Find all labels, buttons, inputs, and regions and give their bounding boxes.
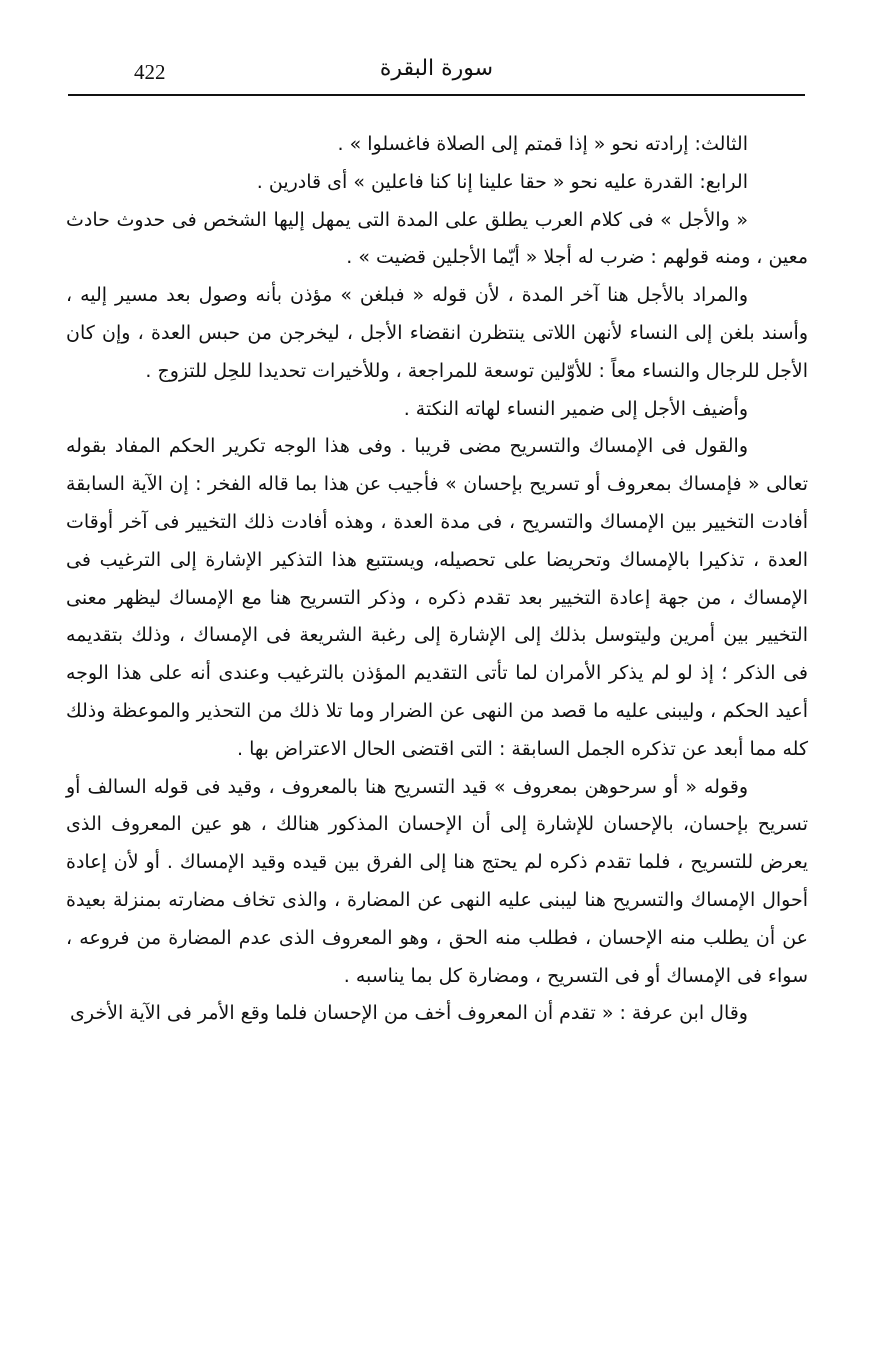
paragraph: « والأجل » فى كلام العرب يطلق على المدة التى يمهل إليها الشخص فى حدوث حادث معين ، ومنه قولهم : ضرب له أجلا « أيّما الأجلين قضيت » .	[66, 208, 808, 269]
paragraph: والمراد بالأجل هنا آخر المدة ، لأن قوله « فبلغن » مؤذن بأنه وصول بعد مسير إليه ، وأسند بلغن إلى النساء لأنهن اللاتى ينتظرن انقضاء الأجل ، ليخرجن من حبس العدة ، وإن كان الأجل للرجال والنساء معاً : للأوّلين توسعة للمراجعة ، وللأخيرات تحديدا للحِل للتزوج .	[66, 284, 808, 382]
paragraph: وقوله « أو سرحوهن بمعروف » قيد التسريح هنا بالمعروف ، وقيد فى قوله السالف أو تسريح بإحسان، بالإحسان للإشارة إلى أن الإحسان المذكور هنالك ، هو عين المعروف الذى يعرض للتسريح ، فلما تقدم ذكره لم يحتج هنا إلى الفرق بين قيده وقيد الإمساك . أو لأن إعادة أحوال الإمساك والتسريح هنا ليبنى عليه النهى عن المضارة ، والذى تخاف مضارته بمنزلة بعيدة عن أن يطلب منه الإحسان ، فطلب منه الحق ، وهو المعروف الذى عدم المضارة من فروعه ، سواء فى الإمساك أو فى التسريح ، ومضارة كل بما يناسبه .	[66, 775, 808, 987]
running-title: سورة البقرة	[379, 56, 494, 81]
page-number: 422	[134, 60, 166, 84]
page-header	[68, 52, 805, 96]
paragraph: الرابع: القدرة عليه نحو « حقا علينا إنا كنا فاعلين » أى قادرين .	[256, 170, 748, 193]
paragraph: الثالث: إرادته نحو « إذا قمتم إلى الصلاة فاغسلوا » .	[337, 133, 748, 155]
header-divider	[68, 94, 805, 96]
paragraph: وقال ابن عرفة : « تقدم أن المعروف أخف من الإحسان فلما وقع الأمر فى الآية الأخرى	[70, 1002, 748, 1025]
body-text	[66, 126, 808, 1033]
paragraph: وأضيف الأجل إلى ضمير النساء لهاته النكتة .	[403, 397, 748, 420]
paragraph: والقول فى الإمساك والتسريح مضى قريبا . وفى هذا الوجه تكرير الحكم المفاد بقوله تعالى « فإمساك بمعروف أو تسريح بإحسان » فأجيب عن هذا بما قاله الفخر : إن الآية السابقة أفادت التخيير بين الإمساك والتسريح ، فى مدة العدة ، وهذه أفادت ذلك التخيير فى آخر أوقات العدة ، تذكيرا بالإمساك وتحريضا على تحصيله، ويستتبع هذا التذكير الإشارة إلى الترغيب فى الإمساك ، من جهة إعادة التخيير بعد تقدم ذكره ، وذكر التسريح هنا مع الإمساك ليظهر معنى التخيير بين أمرين وليتوسل بذلك إلى الإشارة إلى رغبة الشريعة فى الإمساك ، وذلك بتقديمه فى الذكر ؛ إذ لو لم يذكر الأمران لما تأتى التقديم المؤذن بالترغيب وعندى أنه على هذا الوجه أعيد الحكم ، وليبنى عليه ما قصد من النهى عن الضرار وما تلا ذلك من التحذير والموعظة وذلك كله مما أبعد عن تذكره الجمل السابقة : التى اقتضى الحال الاعتراض بها .	[66, 435, 808, 760]
